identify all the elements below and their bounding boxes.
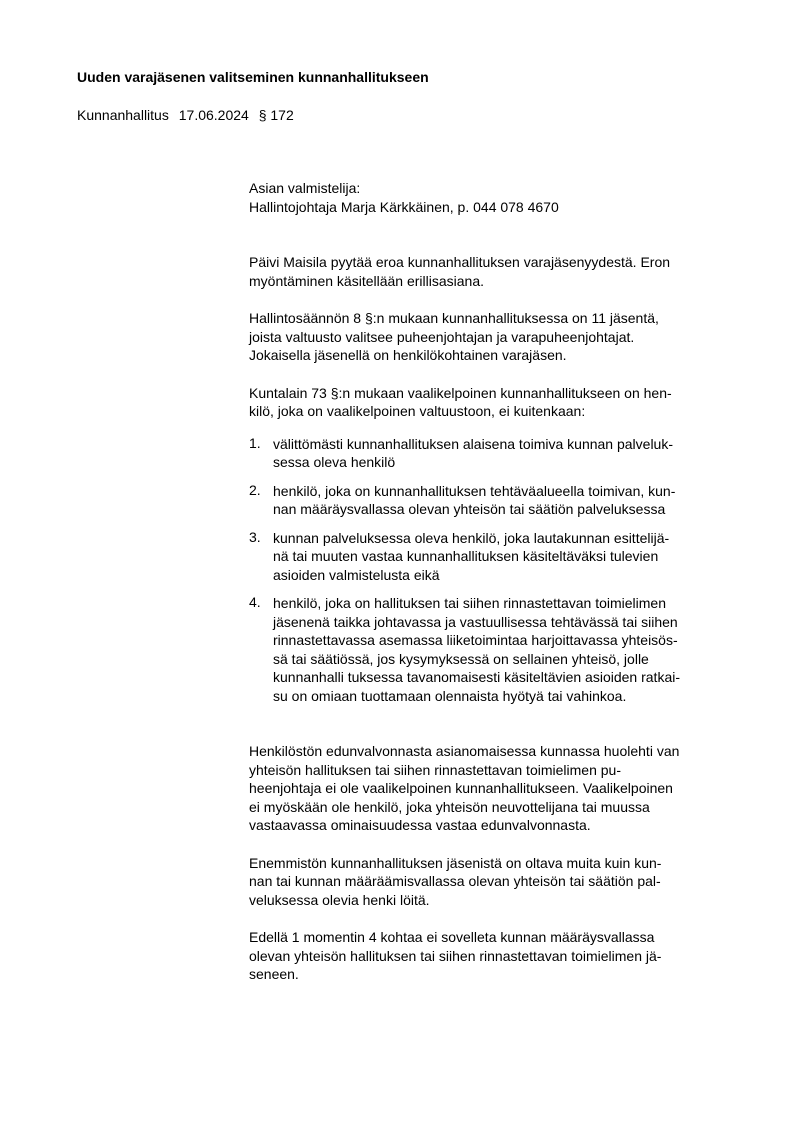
paragraph-line: sä tai säätiössä, jos kysymyksessä on sellainen yhteisö, jolle xyxy=(273,650,649,667)
paragraph-line: Henkilöstön edunvalvonnasta asianomaisessa kunnassa huolehti van xyxy=(249,743,680,759)
paragraph-line: jäsenenä taikka johtavassa ja vastuullisessa tehtävässä tai siihen xyxy=(273,613,678,630)
paragraph-line: nä tai muuten vastaa kunnanhallituksen käsiteltäväksi tulevien xyxy=(273,548,659,564)
list-item-number: 1. xyxy=(249,434,261,451)
paragraph-line: henkilö, joka on hallituksen tai siihen rinnastettavan toimielimen xyxy=(273,595,666,611)
paragraphs-before xyxy=(249,253,739,365)
paragraph-line: Enemmistön kunnanhallituksen jäsenistä on oltava muita kuin kun- xyxy=(249,854,662,871)
paragraph-line: Päivi Maisila pyytää eroa kunnanhallituksen varajäsenyydestä. Eron xyxy=(249,254,671,270)
preparer-block xyxy=(249,179,739,216)
paragraph-line: Edellä 1 momentin 4 kohtaa ei sovelleta kunnan määräysvallassa xyxy=(249,929,655,945)
paragraph-line: asioiden valmistelusta eikä xyxy=(273,566,440,583)
preparer-label: Asian valmistelija: xyxy=(249,180,361,196)
list-item xyxy=(249,529,739,585)
paragraph-line: välittömästi kunnanhallituksen alaisena toimiva kunnan palveluk- xyxy=(273,435,674,452)
paragraph-line: myöntäminen käsitellään erillisasiana. xyxy=(249,272,485,289)
eligibility-list xyxy=(249,435,739,706)
paragraph-line: rinnastettavassa asemassa liiketoimintaa harjoittavassa yhteisös- xyxy=(273,632,678,648)
paragraph-line: nan määräysvallassa olevan yhteisön tai säätiön palveluksessa xyxy=(273,501,666,517)
paragraph-line: joista valtuusto valitsee puheenjohtajan ja varapuheenjohtajat. xyxy=(249,328,635,345)
list-item-number: 3. xyxy=(249,528,261,545)
eligibility-intro xyxy=(249,384,739,421)
meeting-body: Kunnanhallitus xyxy=(77,107,169,123)
paragraphs-after xyxy=(249,742,739,984)
meeting-info xyxy=(77,107,300,123)
paragraph-line: kilö, joka on vaalikelpoinen valtuustoon, ei kuitenkaan: xyxy=(249,403,586,419)
paragraph-line: sessa oleva henkilö xyxy=(273,454,396,470)
list-item xyxy=(249,435,739,472)
paragraph-line: Kuntalain 73 §:n mukaan vaalikelpoinen kunnanhallitukseen on hen- xyxy=(249,384,672,401)
paragraph-line: kunnan palveluksessa oleva henkilö, joka lautakunnan esittelijä- xyxy=(273,529,670,546)
paragraph-line: heenjohtaja ei ole vaalikelpoinen kunnanhallitukseen. Vaalikelpoinen xyxy=(249,780,673,796)
paragraph-line: ei myöskään ole henkilö, joka yhteisön neuvottelijana tai muussa xyxy=(249,798,650,815)
paragraph xyxy=(249,854,739,910)
paragraph-line: kunnanhalli tuksessa tavanomaisesti käsiteltävien asioiden ratkai- xyxy=(273,669,680,685)
paragraph-line: seneen. xyxy=(249,966,299,982)
list-item xyxy=(249,482,739,519)
paragraph-line: veluksessa olevia henki löitä. xyxy=(249,891,430,908)
paragraph xyxy=(249,253,739,290)
paragraph xyxy=(249,742,739,835)
list-item xyxy=(249,594,739,705)
meeting-section: § 172 xyxy=(258,107,294,123)
paragraph-line: Hallintosäännön 8 §:n mukaan kunnanhallituksessa on 11 jäsentä, xyxy=(249,310,659,326)
list-item-number: 4. xyxy=(249,594,261,610)
paragraph xyxy=(249,309,739,365)
paragraph-line: vastaavassa ominaisuudessa vastaa edunvalvonnasta. xyxy=(249,817,591,833)
paragraph-line: yhteisön hallituksen tai siihen rinnastettavan toimielimen pu- xyxy=(249,761,621,778)
paragraph-line: Jokaisella jäsenellä on henkilökohtainen varajäsen. xyxy=(249,347,567,363)
paragraph-line: su on omiaan tuottamaan olennaista hyötyä tai vahinkoa. xyxy=(273,687,627,704)
paragraph-line: nan tai kunnan määräämisvallassa olevan yhteisön tai säätiön pal- xyxy=(249,873,661,889)
document-body xyxy=(249,179,739,1003)
list-item-number: 2. xyxy=(249,481,261,498)
preparer-name: Hallintojohtaja Marja Kärkkäinen, p. 044 078 4670 xyxy=(249,198,559,215)
meeting-date: 17.06.2024 xyxy=(178,107,249,123)
document-title: Uuden varajäsenen valitseminen kunnanhallitukseen xyxy=(77,69,429,85)
paragraph-line: henkilö, joka on kunnanhallituksen tehtäväalueella toimivan, kun- xyxy=(273,482,676,499)
paragraph xyxy=(249,928,739,984)
paragraph-line: olevan yhteisön hallituksen tai siihen rinnastettavan toimielimen jä- xyxy=(249,947,662,964)
